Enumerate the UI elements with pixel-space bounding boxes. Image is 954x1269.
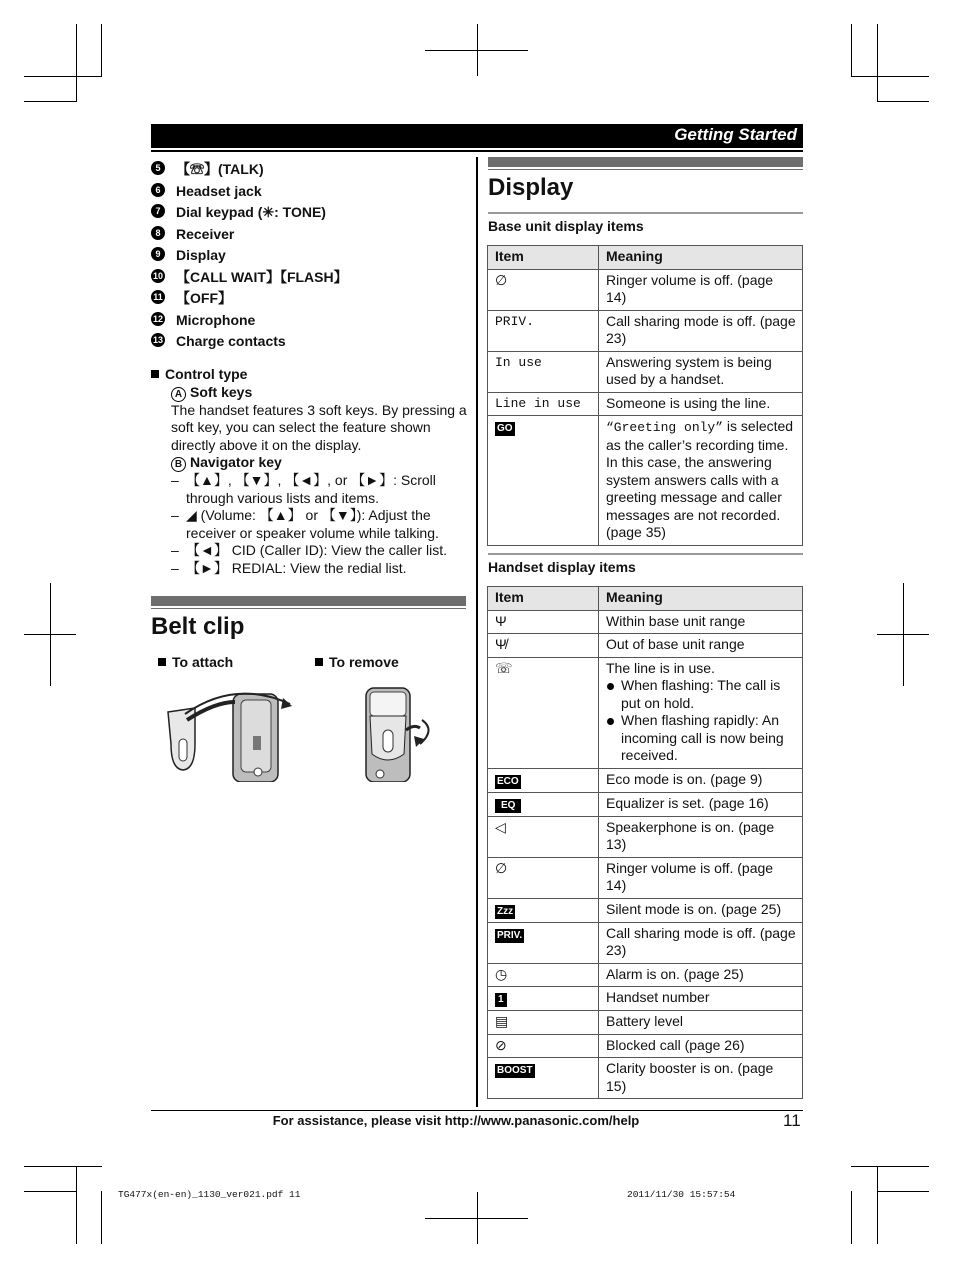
column-divider: [476, 157, 478, 1107]
crop-mark: [877, 1166, 878, 1244]
list-item: [151, 311, 471, 333]
meaning-cell: Out of base unit range: [599, 634, 803, 658]
remove-illustration: [360, 684, 440, 782]
crop-mark: [101, 24, 102, 77]
crop-mark: [24, 76, 102, 77]
column-header: Meaning: [599, 587, 803, 611]
meaning-cell: Someone is using the line.: [599, 392, 803, 416]
table-row: [488, 1058, 803, 1099]
list-item: [151, 203, 471, 225]
silent-mode-icon: Zzz: [497, 905, 514, 917]
number-badge: 9: [151, 247, 165, 261]
item-cell: [488, 792, 599, 816]
part-label: 【☏】(TALK): [176, 161, 264, 177]
crop-mark: [24, 101, 77, 102]
table-row: [488, 269, 803, 310]
list-item: [151, 289, 471, 311]
table-row: [488, 922, 803, 963]
meaning-cell: Clarity booster is on. (page 15): [599, 1058, 803, 1099]
part-label: Microphone: [176, 311, 256, 328]
meaning-cell: Call sharing mode is off. (page 23): [599, 922, 803, 963]
list-item: [151, 332, 471, 354]
item-cell: [488, 1058, 599, 1099]
antenna-icon: Ψ: [488, 610, 599, 634]
crop-mark: [877, 101, 929, 102]
number-badge: 5: [151, 161, 165, 175]
crop-mark: [101, 1191, 102, 1244]
page-number: 11: [783, 1111, 801, 1130]
part-label: Dial keypad (✳: TONE): [176, 204, 326, 220]
table-row: [488, 1034, 803, 1058]
crop-mark: [24, 1191, 77, 1192]
number-badge: 13: [152, 335, 163, 345]
table-row: [488, 963, 803, 987]
base-display-heading: Base unit display items: [488, 218, 644, 234]
table-row: [488, 768, 803, 792]
meaning-cell: “Greeting only” is selected as the caller’s recording time. In this case, the answering system answers calls with a greeting message and caller messages are not recorded. (page 35): [599, 416, 803, 546]
table-row: [488, 610, 803, 634]
meaning-cell: Speakerphone is on. (page 13): [599, 816, 803, 857]
battery-icon: ▤: [488, 1011, 599, 1035]
part-label: Receiver: [176, 225, 235, 242]
item-cell: [488, 898, 599, 922]
header-title: Getting Started: [674, 125, 797, 144]
section-rule: [488, 553, 803, 555]
meaning-cell: The line is in use. When flashing: The call is put on hold. When flashing rapidly: An incoming call is now being received.: [599, 657, 803, 768]
file-info: TG477x(en-en)_1130_ver021.pdf 11: [118, 1189, 301, 1200]
soft-keys-heading: A Soft keys: [171, 384, 471, 402]
table-row: [488, 898, 803, 922]
number-badge: 11: [151, 290, 165, 304]
marker-a-icon: A: [171, 387, 186, 402]
column-header: Item: [488, 587, 599, 611]
handset-display-table: [487, 586, 803, 1099]
control-type-section: [151, 366, 471, 577]
section-rule: [488, 212, 803, 214]
table-row: [488, 792, 803, 816]
belt-clip-title: Belt clip: [151, 613, 245, 640]
item-cell: [488, 416, 599, 546]
item-cell: [488, 987, 599, 1011]
attach-illustration: [165, 684, 297, 782]
soft-keys-text: The handset features 3 soft keys. By pressing a soft key, you can select the feature shown directly above it on the display.: [171, 401, 467, 453]
table-row: [488, 634, 803, 658]
meaning-cell: Answering system is being used by a handset.: [599, 351, 803, 392]
list-item: – 【▲】, 【▼】, 【◄】, or 【►】: Scroll through various lists and items.: [171, 472, 436, 506]
priv-icon: PRIV.: [497, 929, 523, 941]
table-row: [488, 816, 803, 857]
crop-mark: [851, 24, 852, 77]
meaning-cell: Ringer volume is off. (page 14): [599, 857, 803, 898]
handset-number-icon: 1: [495, 993, 507, 1007]
boost-icon: BOOST: [497, 1065, 533, 1076]
meaning-cell: Silent mode is on. (page 25): [599, 898, 803, 922]
table-row: [488, 310, 803, 351]
line-in-use-text-item: Line in use: [488, 392, 599, 416]
table-row: [488, 987, 803, 1011]
base-display-table: [487, 245, 803, 546]
meaning-cell: Blocked call (page 26): [599, 1034, 803, 1058]
section-bar: [488, 157, 803, 167]
list-item: [151, 182, 471, 204]
to-attach-label: To attach: [158, 654, 233, 670]
number-badge: 12: [152, 313, 163, 324]
meaning-cell: Eco mode is on. (page 9): [599, 768, 803, 792]
part-label: Display: [176, 247, 226, 263]
crop-mark: [425, 1218, 528, 1219]
crop-mark: [24, 634, 76, 635]
meaning-cell: Alarm is on. (page 25): [599, 963, 803, 987]
part-label: Headset jack: [176, 182, 262, 199]
table-header-row: [488, 246, 803, 270]
part-label: 【CALL WAIT】【FLASH】: [176, 268, 348, 285]
crop-mark: [851, 1166, 929, 1167]
table-row: [488, 416, 803, 546]
part-label: 【OFF】: [176, 290, 232, 306]
ringer-off-icon: ∅: [488, 857, 599, 898]
control-type-heading: Control type: [151, 366, 471, 384]
item-cell: [488, 922, 599, 963]
alarm-icon: ◷: [488, 963, 599, 987]
table-row: [488, 392, 803, 416]
number-badge: 8: [151, 226, 165, 240]
section-bar: [151, 596, 466, 606]
list-item: When flashing: The call is put on hold.: [606, 677, 796, 712]
handset-display-heading: Handset display items: [488, 559, 636, 575]
table-row: [488, 351, 803, 392]
table-row: [488, 857, 803, 898]
meaning-cell: Battery level: [599, 1011, 803, 1035]
list-item: [151, 268, 471, 290]
navigator-key-heading: B Navigator key: [171, 454, 471, 472]
in-use-text-item: In use: [488, 351, 599, 392]
section-rule: [488, 169, 803, 170]
greeting-only-icon: GO: [497, 423, 513, 434]
crop-mark: [877, 24, 878, 102]
parts-list: [151, 160, 471, 354]
meaning-cell: Within base unit range: [599, 610, 803, 634]
footer-help-text: For assistance, please visit http://www.panasonic.com/help: [272, 1113, 640, 1128]
to-remove-label: To remove: [315, 654, 399, 670]
table-row: [488, 1011, 803, 1035]
marker-b-icon: B: [171, 457, 186, 472]
table-header-row: [488, 587, 803, 611]
list-item: – 【◄】 CID (Caller ID): View the caller list.: [171, 542, 447, 558]
blocked-call-icon: ⊘: [488, 1034, 599, 1058]
list-item: [151, 225, 471, 247]
crop-mark: [851, 1191, 852, 1244]
eco-icon: ECO: [497, 775, 519, 787]
crop-mark: [76, 24, 77, 102]
phone-icon: ☏: [488, 657, 599, 768]
column-header: Item: [488, 246, 599, 270]
priv-text-item: PRIV.: [488, 310, 599, 351]
part-label: Charge contacts: [176, 333, 286, 349]
meaning-cell: Ringer volume is off. (page 14): [599, 269, 803, 310]
crop-mark: [24, 1166, 102, 1167]
crop-mark: [877, 634, 929, 635]
number-badge: 10: [152, 270, 163, 281]
equalizer-icon: EQ: [495, 799, 521, 813]
print-timestamp: 2011/11/30 15:57:54: [627, 1189, 736, 1200]
list-item: – ◢ (Volume: 【▲】 or 【▼】): Adjust the receiver or speaker volume while talking.: [171, 507, 439, 541]
list-item: – 【►】 REDIAL: View the redial list.: [171, 559, 407, 576]
column-header: Meaning: [599, 246, 803, 270]
section-rule: [151, 608, 466, 609]
header-bar: [151, 124, 803, 148]
crop-mark: [425, 50, 528, 51]
ringer-off-icon: ∅: [488, 269, 599, 310]
meaning-cell: Equalizer is set. (page 16): [599, 792, 803, 816]
display-title: Display: [488, 174, 574, 201]
list-item: When flashing rapidly: An incoming call is now being received.: [606, 712, 796, 765]
meaning-cell: Call sharing mode is off. (page 23): [599, 310, 803, 351]
footer-rule: [151, 1110, 803, 1111]
number-badge: 7: [151, 204, 165, 218]
table-row: [488, 657, 803, 768]
crop-mark: [76, 1166, 77, 1244]
list-item: [151, 160, 471, 182]
crop-mark: [851, 76, 929, 77]
list-item: [151, 246, 471, 268]
item-cell: [488, 768, 599, 792]
meaning-cell: Handset number: [599, 987, 803, 1011]
crop-mark: [877, 1191, 929, 1192]
number-badge: 6: [151, 183, 165, 197]
header-rule: [151, 150, 803, 152]
antenna-out-icon: Ψ̸: [488, 634, 599, 658]
square-bullet-icon: [151, 370, 159, 378]
speaker-icon: ◁: [488, 816, 599, 857]
